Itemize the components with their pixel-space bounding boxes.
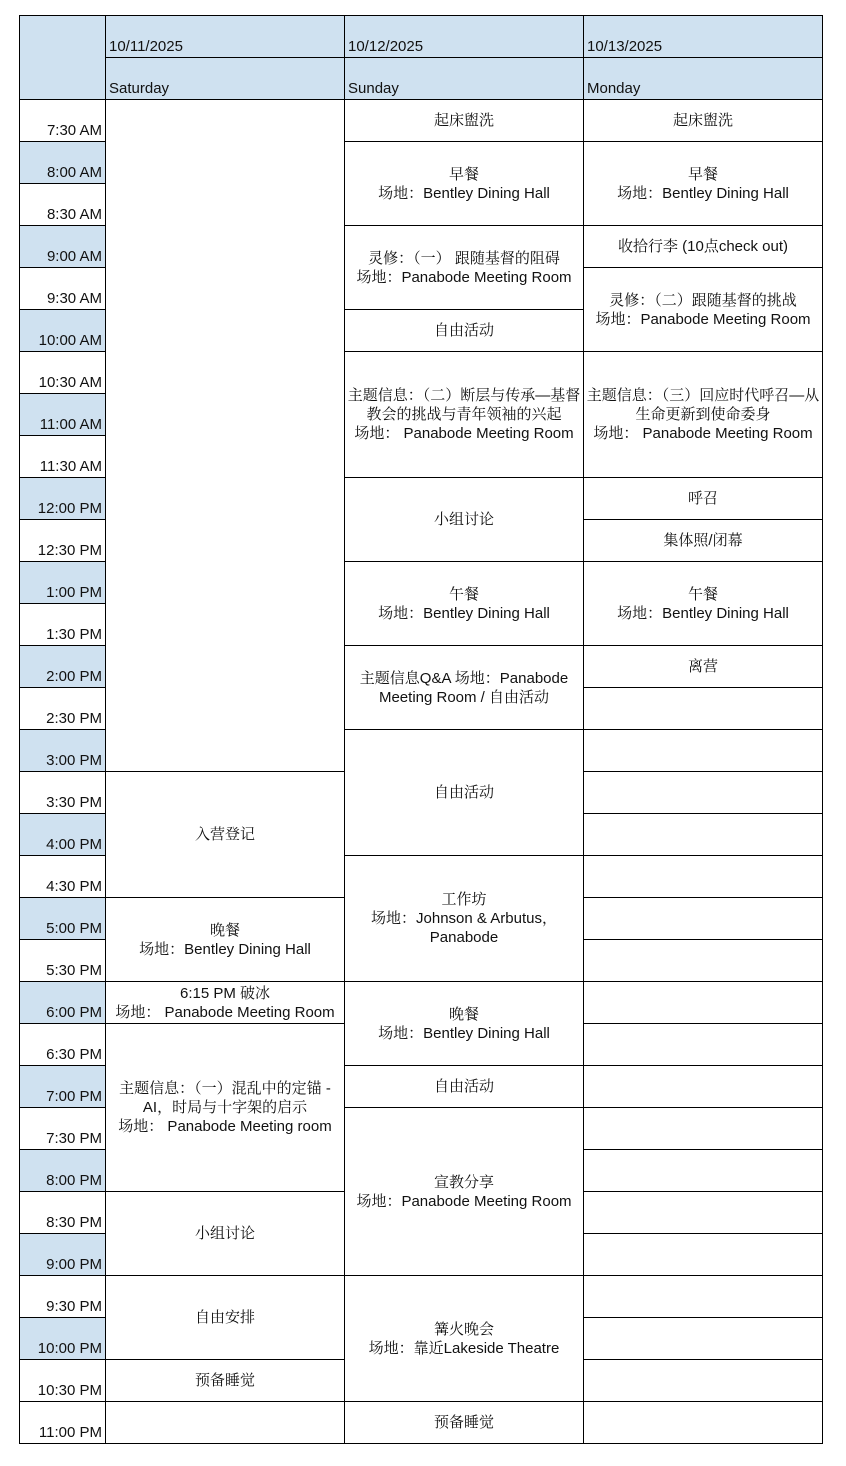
day-date-sun: 10/12/2025	[345, 16, 584, 58]
time-label: 8:00 PM	[20, 1150, 106, 1192]
time-label: 10:30 PM	[20, 1360, 106, 1402]
event-cell-sat: 6:15 PM 破冰 场地： Panabode Meeting Room	[106, 982, 345, 1024]
time-label: 2:30 PM	[20, 688, 106, 730]
event-cell-sun: 灵修：（一） 跟随基督的阻碍 场地：Panabode Meeting Room	[345, 226, 584, 310]
time-label: 4:00 PM	[20, 814, 106, 856]
empty-cell-mon	[584, 730, 823, 772]
event-cell-sat: 主题信息：（一）混乱中的定锚 - AI，时局与十字架的启示 场地： Panabode Meeting room	[106, 1024, 345, 1192]
day-weekday-sun: Sunday	[345, 58, 584, 100]
time-slot-row	[20, 1402, 823, 1444]
time-label: 9:00 AM	[20, 226, 106, 268]
time-label: 11:30 AM	[20, 436, 106, 478]
time-label: 9:00 PM	[20, 1234, 106, 1276]
empty-cell-mon	[584, 898, 823, 940]
empty-cell-mon	[584, 1192, 823, 1234]
empty-cell-mon	[584, 688, 823, 730]
day-date-mon: 10/13/2025	[584, 16, 823, 58]
empty-cell-mon	[584, 1150, 823, 1192]
event-cell-mon: 呼召	[584, 478, 823, 520]
event-cell-sun: 篝火晚会 场地：靠近Lakeside Theatre	[345, 1276, 584, 1402]
time-label: 10:00 AM	[20, 310, 106, 352]
header-corner	[20, 16, 106, 100]
time-label: 5:00 PM	[20, 898, 106, 940]
event-cell-sat: 自由安排	[106, 1276, 345, 1360]
event-cell-sun: 起床盥洗	[345, 100, 584, 142]
event-cell-sun: 早餐 场地：Bentley Dining Hall	[345, 142, 584, 226]
time-label: 10:00 PM	[20, 1318, 106, 1360]
time-label: 5:30 PM	[20, 940, 106, 982]
time-slot-row	[20, 1276, 823, 1318]
event-cell-mon: 收拾行李 (10点check out)	[584, 226, 823, 268]
empty-cell-mon	[584, 1318, 823, 1360]
time-slot-row	[20, 100, 823, 142]
empty-cell-mon	[584, 1360, 823, 1402]
empty-cell-mon	[584, 1066, 823, 1108]
empty-cell-mon	[584, 1276, 823, 1318]
event-cell-mon: 灵修：（二）跟随基督的挑战 场地：Panabode Meeting Room	[584, 268, 823, 352]
time-label: 1:00 PM	[20, 562, 106, 604]
schedule-table	[19, 15, 823, 1444]
time-slot-row	[20, 982, 823, 1024]
time-label: 8:00 AM	[20, 142, 106, 184]
time-label: 11:00 AM	[20, 394, 106, 436]
event-cell-sun: 工作坊 场地：Johnson & Arbutus，Panabode	[345, 856, 584, 982]
empty-cell-sat	[106, 100, 345, 772]
time-label: 7:30 PM	[20, 1108, 106, 1150]
event-cell-mon: 起床盥洗	[584, 100, 823, 142]
empty-cell-mon	[584, 856, 823, 898]
empty-cell-mon	[584, 814, 823, 856]
time-label: 11:00 PM	[20, 1402, 106, 1444]
event-cell-sun: 午餐 场地：Bentley Dining Hall	[345, 562, 584, 646]
empty-cell-mon	[584, 772, 823, 814]
time-label: 12:00 PM	[20, 478, 106, 520]
time-label: 4:30 PM	[20, 856, 106, 898]
event-cell-sun: 主题信息：（二）断层与传承—基督教会的挑战与青年领袖的兴起 场地： Panabode Meeting Room	[345, 352, 584, 478]
time-label: 7:30 AM	[20, 100, 106, 142]
event-cell-sun: 晚餐 场地：Bentley Dining Hall	[345, 982, 584, 1066]
time-label: 7:00 PM	[20, 1066, 106, 1108]
event-cell-sun: 小组讨论	[345, 478, 584, 562]
event-cell-sat: 小组讨论	[106, 1192, 345, 1276]
event-cell-mon: 集体照/闭幕	[584, 520, 823, 562]
day-weekday-sat: Saturday	[106, 58, 345, 100]
time-label: 1:30 PM	[20, 604, 106, 646]
event-cell-mon: 离营	[584, 646, 823, 688]
empty-cell-mon	[584, 940, 823, 982]
event-cell-sat: 预备睡觉	[106, 1360, 345, 1402]
empty-cell-mon	[584, 1024, 823, 1066]
empty-cell-mon	[584, 1234, 823, 1276]
event-cell-sun: 预备睡觉	[345, 1402, 584, 1444]
time-label: 3:30 PM	[20, 772, 106, 814]
time-label: 8:30 PM	[20, 1192, 106, 1234]
empty-cell-sat	[106, 1402, 345, 1444]
event-cell-sat: 入营登记	[106, 772, 345, 898]
event-cell-mon: 午餐 场地：Bentley Dining Hall	[584, 562, 823, 646]
event-cell-mon: 早餐 场地：Bentley Dining Hall	[584, 142, 823, 226]
time-label: 6:30 PM	[20, 1024, 106, 1066]
time-label: 10:30 AM	[20, 352, 106, 394]
time-label: 2:00 PM	[20, 646, 106, 688]
empty-cell-mon	[584, 1402, 823, 1444]
time-label: 3:00 PM	[20, 730, 106, 772]
event-cell-sun: 自由活动	[345, 310, 584, 352]
event-cell-sun: 自由活动	[345, 1066, 584, 1108]
time-label: 9:30 AM	[20, 268, 106, 310]
day-weekday-mon: Monday	[584, 58, 823, 100]
event-cell-sun: 主题信息Q&A 场地：Panabode Meeting Room / 自由活动	[345, 646, 584, 730]
day-date-sat: 10/11/2025	[106, 16, 345, 58]
time-label: 12:30 PM	[20, 520, 106, 562]
event-cell-sun: 自由活动	[345, 730, 584, 856]
time-label: 6:00 PM	[20, 982, 106, 1024]
empty-cell-mon	[584, 1108, 823, 1150]
event-cell-sun: 宣教分享 场地：Panabode Meeting Room	[345, 1108, 584, 1276]
event-cell-sat: 晚餐 场地：Bentley Dining Hall	[106, 898, 345, 982]
event-cell-mon: 主题信息：（三）回应时代呼召—从生命更新到使命委身 场地： Panabode Meeting Room	[584, 352, 823, 478]
empty-cell-mon	[584, 982, 823, 1024]
time-label: 9:30 PM	[20, 1276, 106, 1318]
time-label: 8:30 AM	[20, 184, 106, 226]
